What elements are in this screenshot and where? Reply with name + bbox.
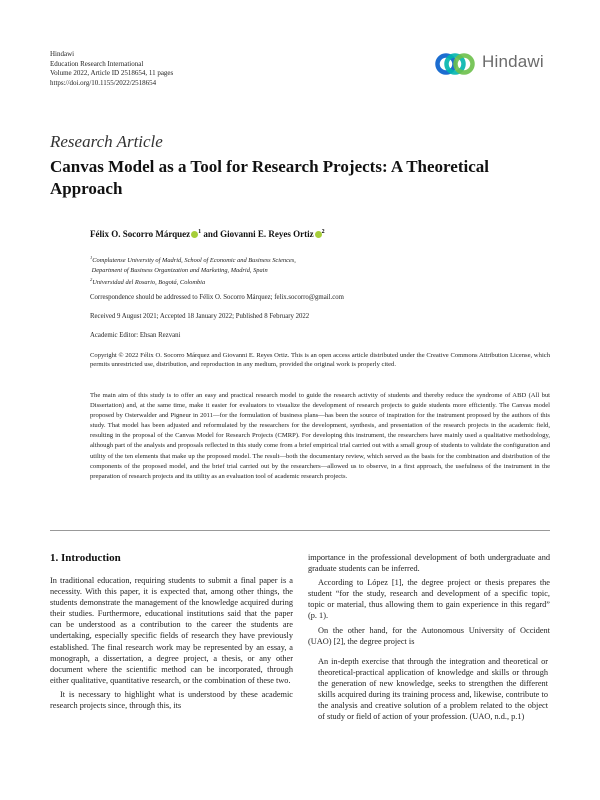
hindawi-logo-text: Hindawi xyxy=(482,52,544,71)
paper-title: Canvas Model as a Tool for Research Projects: A Theoretical Approach xyxy=(50,157,489,198)
author-1-affiliation: 1 xyxy=(198,229,202,235)
affiliations xyxy=(90,253,296,288)
article-type: Research Article xyxy=(50,132,163,151)
left-column xyxy=(50,552,293,711)
body-paragraph: According to López [1], the degree project or thesis prepares the student “for the study, research and development of a specific topic, topic or material, thus allowing them to gain experience in this regard” (p. 1). xyxy=(308,578,550,621)
abstract: The main aim of this study is to offer an easy and practical research model to guide the research activity of students and thereby reduce the syndrome of ABD (All but Dissertation) and, at the same time, make it easier for evaluators to visualize the development of research projects to guide students more efficiently. The Canvas model proposed by Osterwalder and Pigneur in 2011—for the formulation of business plans—has been the source of inspiration for the instrument proposed by the authors of this study. That model has been adjusted and reformulated by the researchers for the development, synthesis, and presentation of the research projects in the academic field, resulting in the proposal of the Canvas Model for Research Projects (CMRP). For developing this instrument, the researchers have mainly used a qualitative methodology, although part of the analysis and proposals reflected in this study come from a brief empirical trial carried out with a small group of students to validate the configuration and utility of the ten elements that make up the proposed model. The result—both the documentary review, which served as the basis for the combination and distribution of the components of the proposed model, and the brief trial carried out by the researchers—allowed us to observe, in a first approach, the usefulness of the instrument in the preparation of research projects and its utility as an evaluation tool of academic research projects. xyxy=(90,392,550,480)
author-1-name: Félix O. Socorro Márquez xyxy=(90,229,191,239)
academic-editor: Academic Editor: Ehsan Rezvani xyxy=(90,332,181,339)
author-list xyxy=(90,229,325,239)
affiliation-2-line-1: Universidad del Rosario, Bogotá, Colombia xyxy=(92,279,206,287)
section-divider xyxy=(50,530,550,531)
author-connector: and xyxy=(203,229,218,239)
block-quote: An in-depth exercise that through the integration and theoretical or theoretical-practical application of knowledge and skills or through the generation of new knowledge, seeks to strengthen the different skills acquired during its training process and, likewise, contribute to the analysis and creative solution of a problem related to the object of study or field of action of your profession. (UAO, n.d., p.1) xyxy=(318,657,548,722)
orcid-icon[interactable] xyxy=(315,231,322,238)
copyright-notice: Copyright © 2022 Félix O. Socorro Márquez and Giovanni E. Reyes Ortiz. This is an open access article distributed under the Creative Commons Attribution License, which permits unrestricted use, distribution, and reproduction in any medium, provided the original work is properly cited. xyxy=(90,352,550,369)
volume-line: Volume 2022, Article ID 2518654, 11 pages xyxy=(50,69,174,78)
body-paragraph: It is necessary to highlight what is understood by these academic research projects since, through this, its xyxy=(50,689,293,711)
right-column xyxy=(308,552,550,647)
affiliation-1-line-2: Department of Business Organization and Marketing, Madrid, Spain xyxy=(91,266,268,274)
correspondence: Correspondence should be addressed to Félix O. Socorro Márquez; felix.socorro@gmail.com xyxy=(90,294,344,301)
journal-info xyxy=(50,50,173,88)
doi-link[interactable]: https://doi.org/10.1155/2022/2518654 xyxy=(50,78,157,87)
affiliation-2-number: 2 xyxy=(90,277,93,283)
affiliation-1-line-1: Complutense University of Madrid, School of Economic and Business Sciences, xyxy=(92,257,296,265)
body-paragraph: In traditional education, requiring students to submit a final paper is a necessity. With this paper, it is expected that, among other things, the students demonstrate the management of the knowledge acquired during their studies. Furthermore, educational institutions said that the paper can be understood as a contribution to the career the students are undertaking, especially specific fields of research they have previously established. The final research work may be represented by an essay, a monograph, a dissertation, a degree project, a thesis, or any other document where the scientific method can be incorporated, through either qualitative, quantitative research, or the combination of these two. xyxy=(50,576,293,685)
author-2-affiliation: 2 xyxy=(321,229,325,235)
body-paragraph: On the other hand, for the Autonomous University of Occident (UAO) [2], the degree project is xyxy=(308,625,550,646)
body-paragraph: importance in the professional development of both undergraduate and graduate students can be inferred. xyxy=(308,553,550,574)
publication-dates: Received 9 August 2021; Accepted 18 January 2022; Published 8 February 2022 xyxy=(90,313,310,320)
publisher-name: Hindawi xyxy=(50,50,75,58)
affiliation-1-number: 1 xyxy=(90,255,93,260)
section-heading: 1. Introduction xyxy=(50,552,121,564)
author-2-name: Giovanni E. Reyes Ortiz xyxy=(220,229,314,239)
journal-name: Education Research International xyxy=(50,59,144,68)
